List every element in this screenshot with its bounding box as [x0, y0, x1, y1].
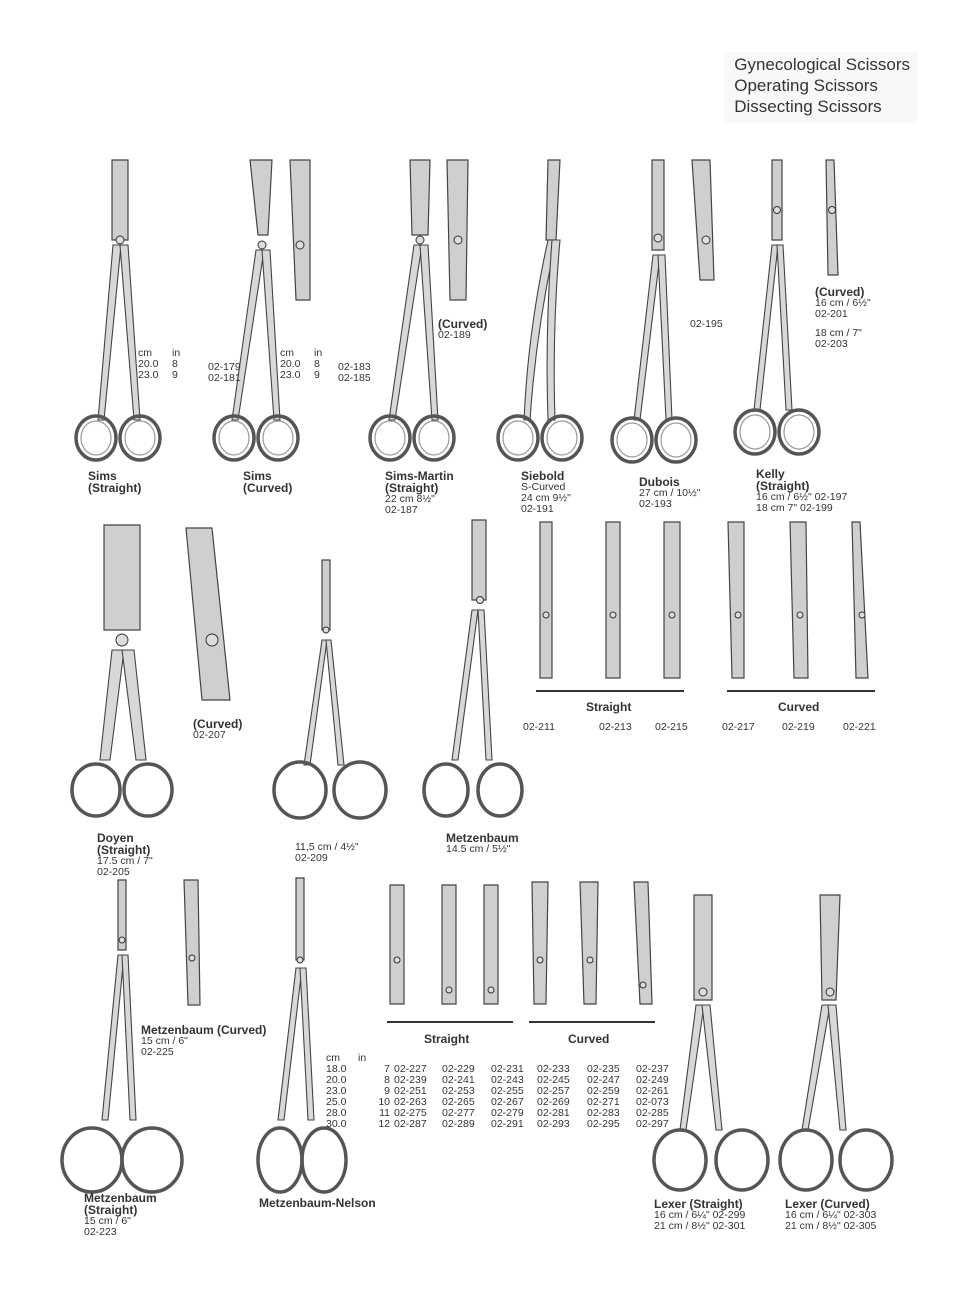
product-code: 02-291 [491, 1118, 524, 1130]
curved-code-1: 02-217 [722, 721, 755, 733]
product-size-code: 21 cm / 8½" 02-301 [654, 1220, 746, 1232]
table-header-cm: cm [326, 1052, 340, 1064]
dubois-label [639, 476, 701, 510]
product-size: 16 cm / 6½" [815, 297, 871, 309]
product-code: 02-227 [394, 1063, 427, 1075]
product-name: Lexer (Curved) [785, 1197, 870, 1211]
product-size: 15 cm / 6" [141, 1035, 188, 1047]
product-variant: (Straight) [385, 481, 439, 495]
sims-curved-codes [208, 362, 241, 384]
siebold-label [521, 470, 571, 515]
product-size: 11,5 cm / 4½" [295, 841, 359, 853]
curved-code-2: 02-219 [782, 721, 815, 733]
product-code: 02-253 [442, 1085, 475, 1097]
product-code: 02-293 [537, 1118, 570, 1130]
siebold-scissors-image [498, 160, 582, 460]
product-code: 02-271 [587, 1096, 620, 1108]
product-name: Sims [243, 469, 272, 483]
sims-size-table [138, 348, 180, 381]
metzenbaum-curved-label [141, 1024, 266, 1058]
header-line-2: Operating Scissors [734, 76, 878, 95]
product-code: 02-245 [537, 1074, 570, 1086]
sims-curved-codes-2 [338, 362, 371, 384]
product-name: Sims [88, 469, 117, 483]
product-code: 02-241 [442, 1074, 475, 1086]
product-code: 02-275 [394, 1107, 427, 1119]
product-code: 02-265 [442, 1096, 475, 1108]
product-name: Siebold [521, 469, 565, 483]
doyen-curved-label [193, 718, 242, 741]
table-header-cm: cm [280, 347, 294, 359]
header-line-1: Gynecological Scissors [734, 55, 910, 74]
product-code: 02-225 [141, 1046, 174, 1058]
product-code: 02-193 [639, 498, 672, 510]
product-code: 02-247 [587, 1074, 620, 1086]
size-in: 10 [378, 1096, 390, 1108]
product-code: 02-261 [636, 1085, 669, 1097]
product-code: 02-287 [394, 1118, 427, 1130]
metzenbaum-label [446, 832, 519, 855]
product-size: 24 cm 9½" [521, 492, 571, 504]
table-header-in: in [358, 1052, 367, 1064]
metzenbaum-straight-label [84, 1192, 157, 1238]
product-size: 15 cm / 6" [84, 1215, 131, 1227]
row3-curved-rule [529, 1021, 655, 1023]
product-code: 02-205 [97, 866, 130, 878]
product-code: 02-201 [815, 308, 848, 320]
metzenbaum-nelson-size-table [326, 1053, 684, 1130]
product-name: Doyen [97, 831, 134, 845]
sims-martin-label [385, 470, 454, 516]
product-name: Sims-Martin [385, 469, 454, 483]
straight-group-rule [536, 690, 684, 692]
product-variant: (Straight) [756, 479, 810, 493]
product-code: 02-189 [438, 329, 471, 341]
row3-straight-tips-image [390, 885, 498, 1004]
sims-curved-size-table [280, 348, 322, 381]
product-code: 02-233 [537, 1063, 570, 1075]
product-code: 02-223 [84, 1226, 117, 1238]
size-rows [326, 1064, 684, 1130]
product-code: 02-237 [636, 1063, 669, 1075]
product-variant: (Straight) [88, 481, 142, 495]
size-cm: 23.0 [280, 369, 301, 381]
product-code: 02-239 [394, 1074, 427, 1086]
product-code: 02-235 [587, 1063, 620, 1075]
product-code: 02-263 [394, 1096, 427, 1108]
product-code: 02-259 [587, 1085, 620, 1097]
product-variant: (Curved) [193, 717, 243, 731]
size-cm: 30.0 [326, 1118, 347, 1130]
doyen-scissors-image [72, 525, 230, 816]
table-header-in: in [314, 347, 323, 359]
product-code: 02-187 [385, 504, 418, 516]
product-code: 02-229 [442, 1063, 475, 1075]
size-cm: 20.0 [138, 358, 159, 370]
product-variant: (Straight) [97, 843, 151, 857]
row3-curved-tips-image [532, 882, 652, 1004]
size-in: 8 [384, 1074, 390, 1086]
size-in: 7 [384, 1063, 390, 1075]
sims-martin-scissors-image [370, 160, 468, 460]
product-code: 02-249 [636, 1074, 669, 1086]
iris-scissors-image [274, 560, 386, 818]
row3-straight-rule [387, 1021, 513, 1023]
curved-blade-tips-image [728, 522, 868, 678]
product-size-code: 16 cm / 6¼" 02-303 [785, 1209, 877, 1221]
curved-code-3: 02-221 [843, 721, 876, 733]
table-header-in: in [172, 347, 181, 359]
product-name: Metzenbaum-Nelson [259, 1196, 376, 1210]
product-code: 02-267 [491, 1096, 524, 1108]
sims-curved-scissors-image [214, 160, 310, 460]
size-cm: 28.0 [326, 1107, 347, 1119]
product-code: 02-285 [636, 1107, 669, 1119]
product-size: 27 cm / 10½" [639, 487, 701, 499]
size-cm: 20.0 [326, 1074, 347, 1086]
size-in: 8 [172, 358, 178, 370]
dubois-curved-code: 02-195 [690, 318, 723, 330]
product-code: 02-251 [394, 1085, 427, 1097]
size-cm: 25.0 [326, 1096, 347, 1108]
product-code: 02-257 [537, 1085, 570, 1097]
metzenbaum-scissors-image [424, 520, 522, 816]
size-cm: 20.0 [280, 358, 301, 370]
product-code: 02-295 [587, 1118, 620, 1130]
doyen-label [97, 832, 153, 878]
product-size: 18 cm / 7" [815, 327, 862, 339]
product-name: Kelly [756, 467, 785, 481]
product-variant: S-Curved [521, 481, 566, 493]
product-size-code: 21 cm / 8½" 02-305 [785, 1220, 877, 1232]
straight-code-1: 02-211 [523, 721, 555, 733]
size-in: 11 [379, 1107, 390, 1119]
metzenbaum-nelson-scissors-image [258, 878, 346, 1192]
kelly-curved-label [815, 286, 871, 350]
row3-curved-label: Curved [568, 1032, 610, 1046]
product-name: Metzenbaum [84, 1191, 157, 1205]
size-in: 8 [314, 358, 320, 370]
sims-straight-label [88, 470, 141, 494]
table-row [326, 1119, 684, 1130]
product-code: 02-203 [815, 338, 848, 350]
size-in: 9 [172, 369, 178, 381]
product-variant: (Straight) [84, 1203, 138, 1217]
product-size-code: 16 cm / 6¼" 02-299 [654, 1209, 746, 1221]
lexer-curved-label [785, 1198, 876, 1232]
product-name: Lexer (Straight) [654, 1197, 743, 1211]
size-cm: 23.0 [326, 1085, 347, 1097]
sims-straight-scissors-image [76, 160, 160, 460]
product-code: 02-179 [208, 361, 241, 373]
row3-straight-label: Straight [424, 1032, 470, 1046]
straight-code-2: 02-213 [599, 721, 632, 733]
product-code: 02-283 [587, 1107, 620, 1119]
straight-group-label: Straight [586, 700, 632, 714]
product-name: Metzenbaum [446, 831, 519, 845]
kelly-label [756, 468, 847, 514]
table-header-cm: cm [138, 347, 152, 359]
product-name: Dubois [639, 475, 680, 489]
lexer-straight-scissors-image [654, 895, 768, 1190]
product-code: 02-281 [537, 1107, 570, 1119]
straight-blade-tips-image [540, 522, 680, 678]
product-size: 17.5 cm / 7" [97, 855, 153, 867]
product-name: Metzenbaum (Curved) [141, 1023, 267, 1037]
size-in: 12 [378, 1118, 390, 1130]
product-code: 02-297 [636, 1118, 669, 1130]
sims-martin-curved-label [438, 318, 487, 341]
product-code: 02-073 [636, 1096, 669, 1108]
product-code: 02-243 [491, 1074, 524, 1086]
lexer-curved-scissors-image [780, 895, 892, 1190]
size-in: 9 [314, 369, 320, 381]
product-variant: (Curved) [243, 481, 293, 495]
product-code: 02-185 [338, 372, 371, 384]
product-code: 02-183 [338, 361, 371, 373]
curved-group-label: Curved [778, 700, 820, 714]
product-code: 02-191 [521, 503, 554, 515]
product-code: 02-181 [208, 372, 241, 384]
product-code: 02-231 [491, 1063, 524, 1075]
product-code: 02-255 [491, 1085, 524, 1097]
product-code: 02-269 [537, 1096, 570, 1108]
header-line-3: Dissecting Scissors [734, 97, 882, 116]
size-in: 9 [384, 1085, 390, 1097]
sims-curved-label [243, 470, 292, 494]
size-cm: 23.0 [138, 369, 159, 381]
product-code: 02-207 [193, 729, 226, 741]
curved-group-rule [727, 690, 875, 692]
product-variant: (Curved) [438, 317, 488, 331]
iris-label [295, 842, 359, 864]
product-variant: (Curved) [815, 285, 865, 299]
product-code: 02-289 [442, 1118, 475, 1130]
product-code: 02-209 [295, 852, 328, 864]
metzenbaum-nelson-label [259, 1197, 376, 1209]
product-size: 22 cm 8½" [385, 493, 435, 505]
product-code: 02-279 [491, 1107, 524, 1119]
product-code: 02-277 [442, 1107, 475, 1119]
straight-code-3: 02-215 [655, 721, 688, 733]
product-size-code: 16 cm / 6½" 02-197 [756, 491, 848, 503]
product-size: 14.5 cm / 5½" [446, 843, 511, 855]
dubois-scissors-image [612, 160, 714, 462]
lexer-straight-label [654, 1198, 745, 1232]
size-cm: 18.0 [326, 1063, 347, 1075]
product-size-code: 18 cm 7" 02-199 [756, 502, 833, 514]
